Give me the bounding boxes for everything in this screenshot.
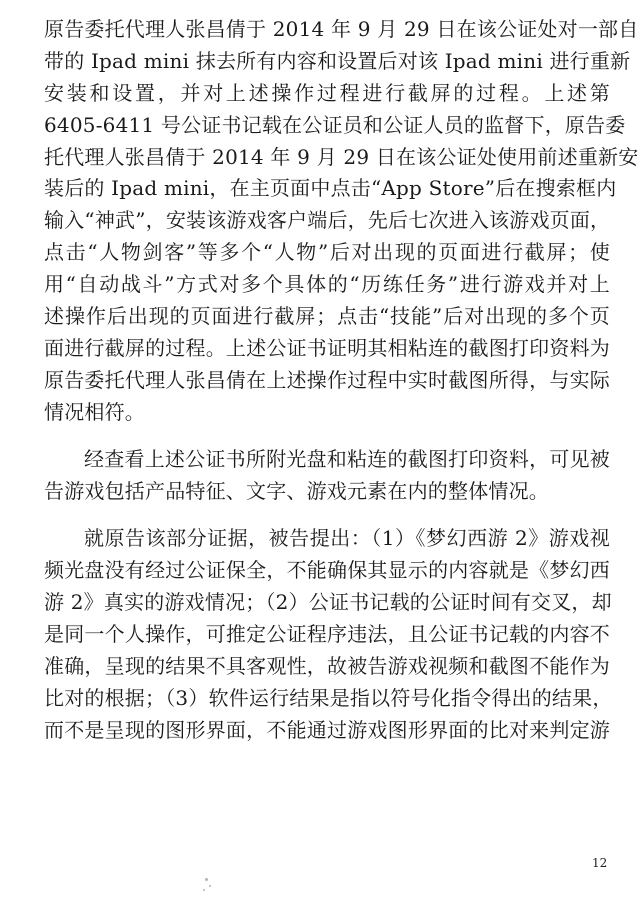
scan-speck <box>209 885 211 887</box>
text-line: 比对的根据；（3）软件运行结果是指以符号化指令得出的结果， <box>44 685 613 710</box>
text-line: 原告委托代理人张昌倩在上述操作过程中实时截图所得，与实际 <box>44 367 610 392</box>
text-line: 告游戏包括产品特征、文字、游戏元素在内的整体情况。 <box>44 478 549 503</box>
text-line: 述操作后出现的页面进行截屏；点击“技能”后对出现的多个页 <box>44 304 610 329</box>
paragraph-notarization-process <box>44 14 639 429</box>
page-number: 12 <box>592 856 608 870</box>
text-line: 6405-6411 号公证书记载在公证员和公证人员的监督下，原告委 <box>44 112 626 137</box>
text-line: 托代理人张昌倩于 2014 年 9 月 29 日在该公证处使用前述重新安 <box>44 144 639 169</box>
text-line: 情况相符。 <box>44 399 145 424</box>
paragraph-gap <box>44 429 610 445</box>
text-line: 就原告该部分证据，被告提出：（1）《梦幻西游 2》游戏视 <box>84 526 610 551</box>
text-line: 准确，呈现的结果不具客观性，故被告游戏视频和截图不能作为 <box>44 653 610 678</box>
text-line: 输入“神武”，安装该游戏客户端后，先后七次进入该游戏页面， <box>44 208 611 233</box>
text-line: 带的 Ipad mini 抹去所有内容和设置后对该 Ipad mini 进行重新 <box>44 48 631 73</box>
scan-speck <box>205 878 208 881</box>
text-line: 是同一个人操作，可推定公证程序违法，且公证书记载的内容不 <box>44 622 610 647</box>
text-line: 频光盘没有经过公证保全，不能确保其显示的内容就是《梦幻西 <box>44 558 610 583</box>
text-line: 而不是呈现的图形界面，不能通过游戏图形界面的比对来判定游 <box>44 717 610 742</box>
text-line: 点击“人物剑客”等多个“人物”后对出现的页面进行截屏；使 <box>44 240 610 265</box>
text-line: 游 2》真实的游戏情况；（2）公证书记载的公证时间有交叉，却 <box>44 590 612 615</box>
scan-speck <box>203 889 205 891</box>
text-line: 装后的 Ipad mini，在主页面中点击“App Store”后在搜索框内 <box>44 176 617 201</box>
text-line: 面进行截屏的过程。上述公证书证明其相粘连的截图打印资料为 <box>44 335 610 360</box>
paragraph-defendant-objections <box>44 523 613 746</box>
text-line: 用“自动战斗”方式对多个具体的“历练任务”进行游戏并对上 <box>44 272 610 297</box>
text-line: 安装和设置，并对上述操作过程进行截屏的过程。上述第 <box>44 80 610 105</box>
paragraph-gap <box>44 508 610 524</box>
text-line: 原告委托代理人张昌倩于 2014 年 9 月 29 日在该公证处对一部自 <box>44 17 639 41</box>
paragraph-review-finding <box>44 444 610 508</box>
text-line: 经查看上述公证书所附光盘和粘连的截图打印资料，可见被 <box>84 447 610 472</box>
document-body <box>44 14 639 747</box>
